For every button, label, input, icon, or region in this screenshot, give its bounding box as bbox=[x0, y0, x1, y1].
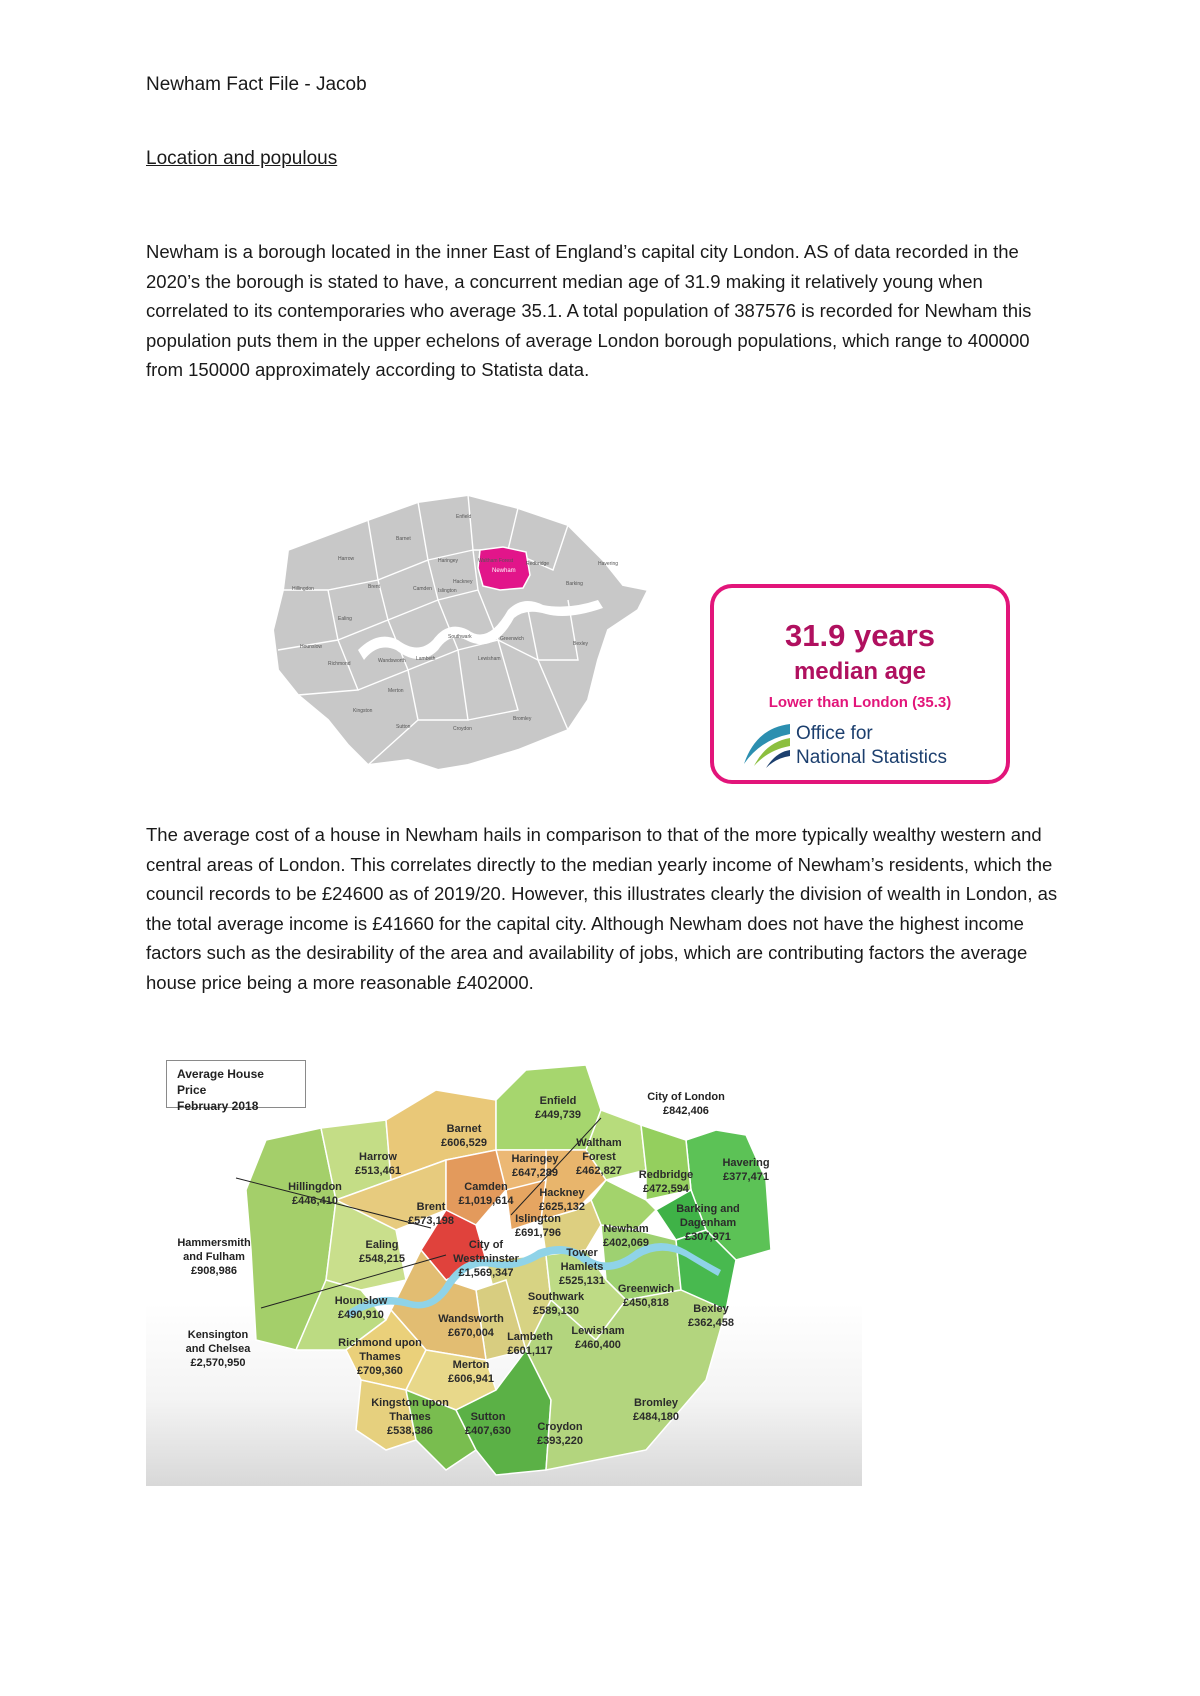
map-label-barnet: Barnet bbox=[396, 536, 411, 542]
borough-label bbox=[465, 1410, 511, 1438]
borough-label bbox=[639, 1168, 693, 1196]
borough-name: Sutton bbox=[470, 1411, 506, 1423]
borough-name: Brent bbox=[416, 1201, 446, 1213]
borough-name: Ealing bbox=[365, 1239, 399, 1251]
borough-price: £538,386 bbox=[387, 1425, 433, 1437]
map-label-redbridge: Redbridge bbox=[526, 561, 550, 567]
borough-label bbox=[571, 1324, 624, 1352]
ons-wordmark bbox=[796, 722, 947, 770]
borough-price: £402,069 bbox=[603, 1237, 649, 1249]
borough-label bbox=[537, 1420, 583, 1448]
map-label-barking: Barking bbox=[566, 581, 583, 587]
borough-label bbox=[507, 1330, 553, 1358]
map-label-croydon: Croydon bbox=[453, 726, 472, 732]
map-label-wandsworth: Wandsworth bbox=[378, 658, 406, 664]
borough-price: £525,131 bbox=[559, 1275, 605, 1287]
borough-name: Barking and Dagenham bbox=[676, 1203, 740, 1229]
map-label-harrow: Harrow bbox=[338, 556, 355, 562]
callout-line: City of London bbox=[647, 1091, 725, 1103]
borough-name: Islington bbox=[515, 1213, 561, 1225]
callout-kensington bbox=[186, 1328, 251, 1370]
callout-line: £908,986 bbox=[191, 1265, 237, 1277]
map-label-sutton: Sutton bbox=[396, 724, 411, 730]
borough-name: Tower Hamlets bbox=[560, 1247, 604, 1273]
borough-price: £377,471 bbox=[723, 1171, 769, 1183]
borough-price: £449,739 bbox=[535, 1109, 581, 1121]
map-label-richmond: Richmond bbox=[328, 661, 351, 667]
borough-label bbox=[633, 1396, 679, 1424]
borough-label bbox=[515, 1212, 561, 1240]
borough-name: Richmond upon Thames bbox=[338, 1337, 422, 1363]
borough-name: Hounslow bbox=[334, 1295, 388, 1307]
borough-label bbox=[564, 1136, 634, 1178]
map-label-newham: Newham bbox=[492, 568, 516, 574]
borough-price: £625,132 bbox=[539, 1201, 585, 1213]
borough-price: £513,461 bbox=[355, 1165, 401, 1177]
borough-price: £691,796 bbox=[515, 1227, 561, 1239]
callout-line: Hammersmith bbox=[177, 1237, 251, 1249]
borough-label bbox=[722, 1156, 769, 1184]
borough-name: Kingston upon Thames bbox=[371, 1397, 449, 1423]
borough-map-svg bbox=[268, 490, 668, 790]
borough-label bbox=[446, 1238, 526, 1280]
borough-price: £670,004 bbox=[448, 1327, 494, 1339]
borough-name: Haringey bbox=[511, 1153, 559, 1165]
map-label-southwark: Southwark bbox=[448, 634, 472, 640]
borough-price: £407,630 bbox=[465, 1425, 511, 1437]
borough-label bbox=[618, 1282, 674, 1310]
map-title-line-2: February 2018 bbox=[177, 1099, 259, 1113]
map-label-haringey: Haringey bbox=[438, 558, 459, 564]
map-label-havering: Havering bbox=[598, 561, 619, 567]
map-label-bexley: Bexley bbox=[573, 641, 589, 647]
borough-price: £446,410 bbox=[292, 1195, 338, 1207]
borough-label bbox=[359, 1238, 405, 1266]
borough-label bbox=[458, 1180, 513, 1208]
ons-line-2: National Statistics bbox=[796, 747, 948, 768]
borough-name: Hackney bbox=[539, 1187, 585, 1199]
map-label-lewisham: Lewisham bbox=[478, 656, 501, 662]
borough-label bbox=[539, 1186, 585, 1214]
map-label-waltham-forest: Waltham Forest bbox=[478, 558, 514, 564]
borough-name: Greenwich bbox=[617, 1283, 675, 1295]
borough-price: £1,569,347 bbox=[458, 1267, 514, 1279]
borough-name: Bexley bbox=[693, 1303, 729, 1315]
map-label-hounslow: Hounslow bbox=[300, 644, 322, 650]
borough-name: Hillingdon bbox=[288, 1181, 342, 1193]
borough-name: Lewisham bbox=[571, 1325, 625, 1337]
borough-name: Redbridge bbox=[638, 1169, 694, 1181]
borough-label bbox=[335, 1336, 425, 1378]
house-price-map bbox=[146, 1050, 862, 1486]
callout-city-of-london bbox=[647, 1090, 725, 1118]
borough-price: £573,198 bbox=[408, 1215, 454, 1227]
borough-price: £484,180 bbox=[633, 1411, 679, 1423]
borough-name: Southwark bbox=[527, 1291, 585, 1303]
borough-name: Croydon bbox=[537, 1421, 583, 1433]
borough-price: £589,130 bbox=[533, 1305, 579, 1317]
map-title-line-1: Average House Price bbox=[177, 1067, 264, 1097]
callout-line: £2,570,950 bbox=[190, 1357, 246, 1369]
borough-name: Barnet bbox=[446, 1123, 482, 1135]
borough-price: £450,818 bbox=[623, 1297, 669, 1309]
borough-price: £647,289 bbox=[512, 1167, 558, 1179]
map-label-ealing: Ealing bbox=[338, 616, 352, 622]
map-label-bromley: Bromley bbox=[513, 716, 532, 722]
borough-price: £548,215 bbox=[359, 1253, 405, 1265]
map-label-islington: Islington bbox=[438, 588, 457, 594]
map-label-hackney: Hackney bbox=[453, 579, 473, 585]
borough-label bbox=[511, 1152, 558, 1180]
borough-name: Lambeth bbox=[507, 1331, 553, 1343]
borough-label bbox=[365, 1396, 455, 1438]
borough-price: £393,220 bbox=[537, 1435, 583, 1447]
borough-name: Merton bbox=[452, 1359, 490, 1371]
borough-label bbox=[668, 1202, 748, 1244]
borough-name: Havering bbox=[722, 1157, 770, 1169]
borough-label bbox=[552, 1246, 612, 1288]
section-heading: Location and populous bbox=[146, 148, 338, 169]
page-header: Newham Fact File - Jacob bbox=[146, 74, 367, 95]
borough-price: £1,019,614 bbox=[458, 1195, 514, 1207]
borough-label bbox=[335, 1294, 388, 1322]
borough-price: £362,458 bbox=[688, 1317, 734, 1329]
london-borough-map bbox=[268, 490, 668, 790]
stat-value: 31.9 years bbox=[785, 618, 935, 653]
map-label-enfield: Enfield bbox=[456, 514, 472, 520]
map-title-box bbox=[166, 1060, 306, 1113]
borough-price: £307,971 bbox=[685, 1231, 731, 1243]
callout-line: and Fulham bbox=[183, 1251, 245, 1263]
borough-name: Enfield bbox=[539, 1095, 577, 1107]
borough-name: Waltham Forest bbox=[576, 1137, 622, 1163]
callout-line: £842,406 bbox=[663, 1105, 709, 1117]
ons-line-1: Office for bbox=[796, 723, 873, 744]
borough-price: £490,910 bbox=[338, 1309, 384, 1321]
paragraph-location: Newham is a borough located in the inner East of England’s capital city London. AS of data recorded in the 2020’s the borough is stated to have, a concurrent median age of 31.9 making it relatively young when correlated to its contemporaries who average 35.1. A total population of 387576 is recorded for Newham this population puts them in the upper echelons of average London borough populations, which range to 400000 from 150000 approximately according to Statista data. bbox=[146, 241, 1032, 380]
callout-line: Kensington bbox=[187, 1329, 249, 1341]
borough-label bbox=[355, 1150, 401, 1178]
borough-price: £601,117 bbox=[507, 1345, 553, 1357]
borough-price: £709,360 bbox=[357, 1365, 403, 1377]
map-label-kingston: Kingston bbox=[353, 708, 373, 714]
borough-label bbox=[438, 1312, 504, 1340]
borough-price: £460,400 bbox=[575, 1339, 621, 1351]
paragraph-house-prices: The average cost of a house in Newham hails in comparison to that of the more typically wealthy western and central areas of London. This correlates directly to the median yearly income of Newham’s residents, which the council records to be £24600 as of 2019/20. However, this illustrates clearly the division of wealth in London, as the total average income is £41660 for the capital city. Although Newham does not have the highest income factors such as the desirability of the area and availability of jobs, which are contributing factors the average house price being a more reasonable £402000. bbox=[146, 824, 1058, 993]
borough-label bbox=[441, 1122, 487, 1150]
borough-name: City of Westminster bbox=[453, 1239, 519, 1265]
borough-price: £606,529 bbox=[441, 1137, 487, 1149]
borough-label bbox=[448, 1358, 494, 1386]
stat-label: median age bbox=[793, 658, 927, 685]
borough-label bbox=[288, 1180, 342, 1208]
ons-logo-icon bbox=[736, 720, 796, 770]
map-label-greenwich: Greenwich bbox=[500, 636, 524, 642]
borough-name: Wandsworth bbox=[438, 1313, 504, 1325]
borough-price: £462,827 bbox=[576, 1165, 622, 1177]
stat-comparison: Lower than London (35.3) bbox=[768, 694, 952, 711]
callout-hammersmith bbox=[177, 1236, 250, 1278]
borough-name: Bromley bbox=[633, 1397, 679, 1409]
map-label-brent: Brent bbox=[368, 584, 380, 590]
borough-name: Camden bbox=[464, 1181, 508, 1193]
borough-name: Harrow bbox=[359, 1151, 397, 1163]
borough-label bbox=[688, 1302, 734, 1330]
map-label-lambeth: Lambeth bbox=[416, 656, 436, 662]
borough-label bbox=[528, 1290, 584, 1318]
map-label-hillingdon: Hillingdon bbox=[292, 586, 314, 592]
map-label-merton: Merton bbox=[388, 688, 404, 694]
median-age-stat-card bbox=[710, 584, 1010, 784]
borough-price: £606,941 bbox=[448, 1373, 494, 1385]
borough-price: £472,594 bbox=[643, 1183, 689, 1195]
borough-label bbox=[535, 1094, 581, 1122]
map-label-camden: Camden bbox=[413, 586, 432, 592]
borough-label bbox=[408, 1200, 454, 1228]
callout-line: and Chelsea bbox=[185, 1343, 251, 1355]
borough-name: Newham bbox=[603, 1223, 649, 1235]
